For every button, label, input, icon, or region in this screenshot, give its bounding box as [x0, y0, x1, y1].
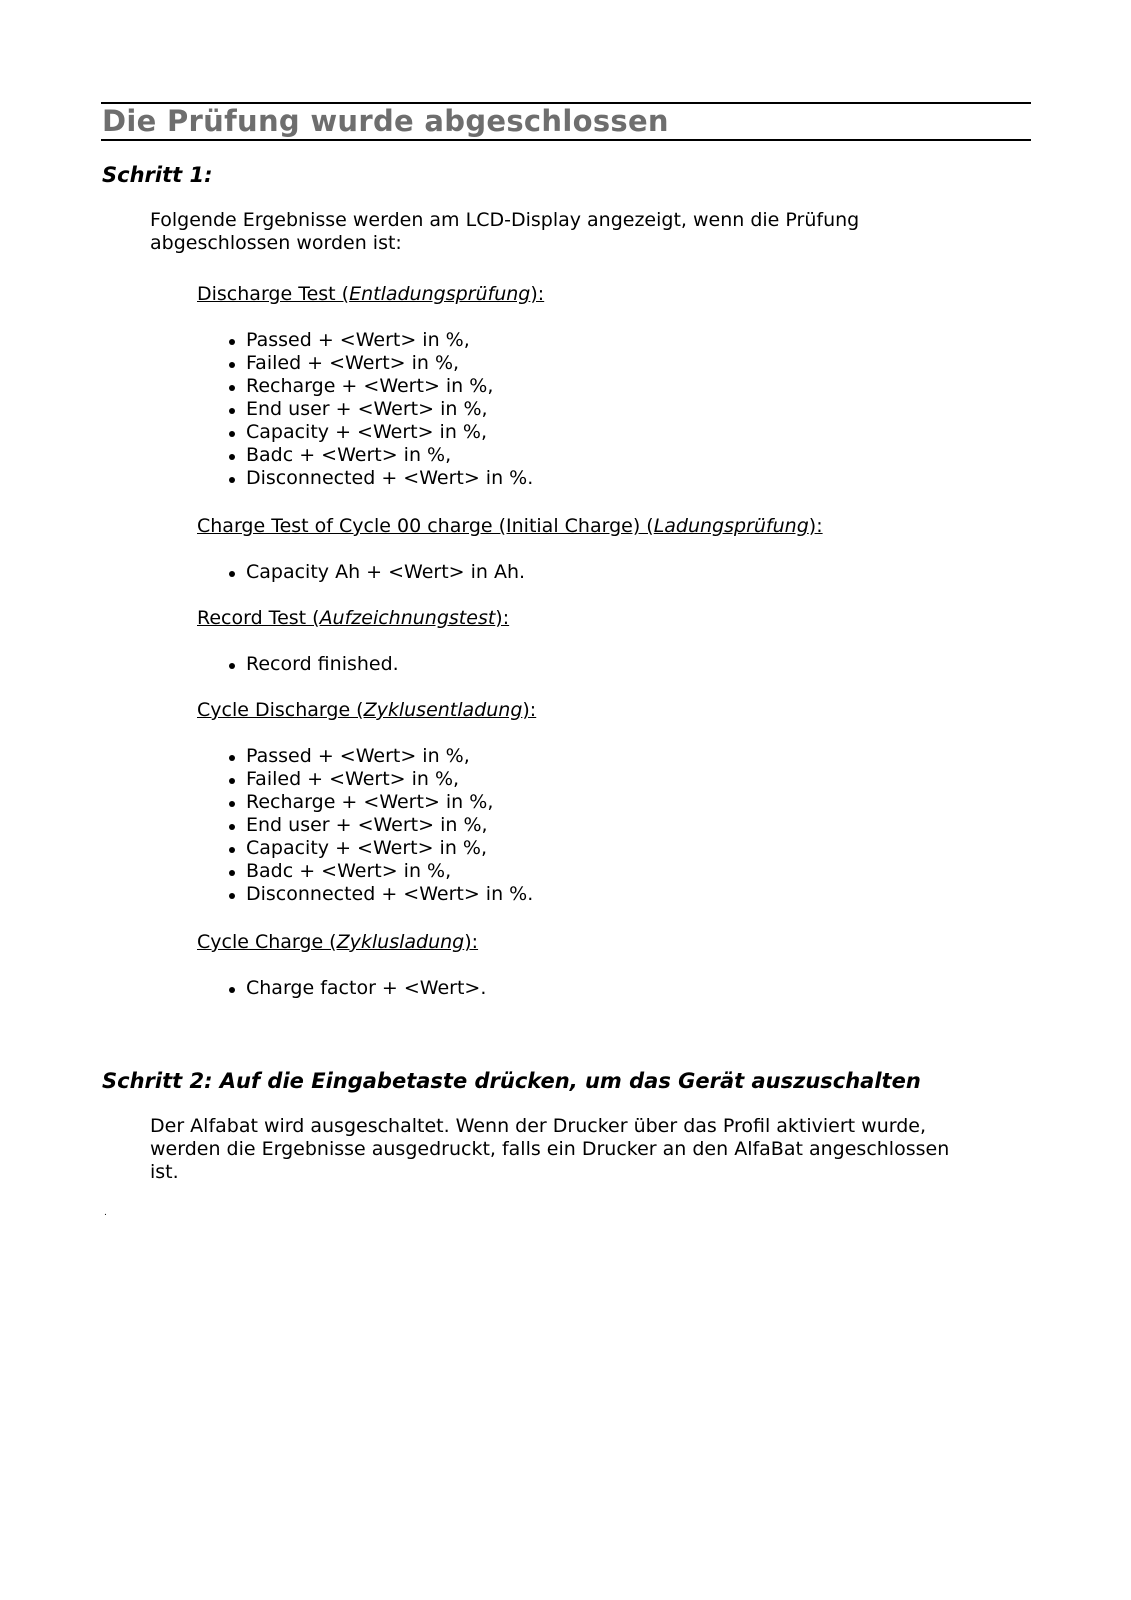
list-item-text: Capacity + <Wert> in %, — [246, 837, 487, 859]
label-italic: Entladungsprüfung — [349, 283, 531, 305]
list-item-text: End user + <Wert> in %, — [246, 814, 488, 836]
bullet-icon — [229, 778, 235, 784]
section-cycle-discharge-label — [197, 699, 536, 722]
list-item — [222, 444, 533, 467]
section-cycle-charge-label — [197, 931, 478, 954]
bullet-icon — [229, 870, 235, 876]
step-2-text-line-3: ist. — [150, 1161, 179, 1183]
section-charge-test-list — [222, 561, 525, 584]
list-item — [222, 814, 533, 837]
bullet-icon — [229, 431, 235, 437]
list-item-text: Passed + <Wert> in %, — [246, 329, 470, 351]
step-2-text-line-2: werden die Ergebnisse ausgedruckt, falls ein Drucker an den AlfaBat angeschlossen — [150, 1138, 950, 1160]
list-item — [222, 421, 533, 444]
section-discharge-test-list — [222, 329, 533, 490]
label-pre: Record Test ( — [197, 607, 320, 629]
list-item-text: Failed + <Wert> in %, — [246, 352, 460, 374]
list-item-text: Recharge + <Wert> in %, — [246, 375, 494, 397]
bullet-icon — [229, 339, 235, 345]
section-cycle-discharge-list — [222, 745, 533, 906]
bullet-icon — [229, 454, 235, 460]
bullet-icon — [229, 893, 235, 899]
list-item-text: Badc + <Wert> in %, — [246, 860, 452, 882]
section-discharge-test-label — [197, 283, 544, 306]
list-item — [222, 329, 533, 352]
bullet-icon — [229, 477, 235, 483]
label-pre: Cycle Charge ( — [197, 931, 337, 953]
list-item — [222, 398, 533, 421]
list-item-text: Capacity + <Wert> in %, — [246, 421, 487, 443]
step-1-heading: Schritt 1: — [102, 163, 213, 187]
step-2-text-line-1: Der Alfabat wird ausgeschaltet. Wenn der Drucker über das Profil aktiviert wurde, — [150, 1115, 927, 1137]
label-post: ): — [522, 699, 537, 721]
section-record-test-label — [197, 607, 509, 630]
list-item-text: Passed + <Wert> in %, — [246, 745, 470, 767]
list-item-text: Capacity Ah + <Wert> in Ah. — [246, 561, 526, 583]
label-italic: Ladungsprüfung — [653, 515, 809, 537]
label-pre: Discharge Test ( — [197, 283, 350, 305]
bullet-icon — [229, 663, 235, 669]
step-1-intro — [150, 209, 870, 255]
list-item — [222, 375, 533, 398]
section-charge-test-label — [197, 515, 823, 538]
label-post: ): — [464, 931, 479, 953]
list-item-text: Disconnected + <Wert> in %. — [246, 883, 534, 905]
list-item — [222, 467, 533, 490]
list-item-text: Disconnected + <Wert> in %. — [246, 467, 534, 489]
list-item — [222, 837, 533, 860]
bullet-icon — [229, 571, 235, 577]
label-italic: Zyklusladung — [336, 931, 465, 953]
list-item-text: Badc + <Wert> in %, — [246, 444, 452, 466]
list-item-text: End user + <Wert> in %, — [246, 398, 488, 420]
label-post: ): — [808, 515, 823, 537]
list-item-text: Recharge + <Wert> in %, — [246, 791, 494, 813]
label-italic: Aufzeichnungstest — [319, 607, 496, 629]
bullet-icon — [229, 408, 235, 414]
label-post: ): — [495, 607, 510, 629]
list-item — [222, 653, 399, 676]
list-item — [222, 768, 533, 791]
list-item — [222, 791, 533, 814]
bullet-icon — [229, 847, 235, 853]
page-title: Die Prüfung wurde abgeschlossen — [102, 104, 669, 138]
title-rule-bottom — [101, 139, 1031, 141]
bullet-icon — [229, 755, 235, 761]
bullet-icon — [229, 385, 235, 391]
bullet-icon — [229, 824, 235, 830]
step-2-text — [150, 1115, 949, 1184]
step-1-intro-text: Folgende Ergebnisse werden am LCD-Display angezeigt, wenn die Prüfung abgeschlossen worden ist: — [150, 209, 860, 254]
section-cycle-charge-list — [222, 977, 486, 1000]
label-italic: Zyklusentladung — [363, 699, 523, 721]
bullet-icon — [229, 801, 235, 807]
list-item-text: Record finished. — [246, 653, 399, 675]
label-pre: Charge Test of Cycle 00 charge (Initial Charge) ( — [197, 515, 654, 537]
list-item-text: Failed + <Wert> in %, — [246, 768, 460, 790]
list-item-text: Charge factor + <Wert>. — [246, 977, 487, 999]
list-item — [222, 883, 533, 906]
label-pre: Cycle Discharge ( — [197, 699, 364, 721]
list-item — [222, 745, 533, 768]
list-item — [222, 352, 533, 375]
section-record-test-list — [222, 653, 399, 676]
label-post: ): — [530, 283, 545, 305]
list-item — [222, 860, 533, 883]
step-2-heading: Schritt 2: Auf die Eingabetaste drücken, um das Gerät auszuschalten — [102, 1069, 921, 1093]
bullet-icon — [229, 987, 235, 993]
footer-mark: . — [104, 1208, 107, 1218]
bullet-icon — [229, 362, 235, 368]
list-item — [222, 977, 486, 1000]
list-item — [222, 561, 525, 584]
